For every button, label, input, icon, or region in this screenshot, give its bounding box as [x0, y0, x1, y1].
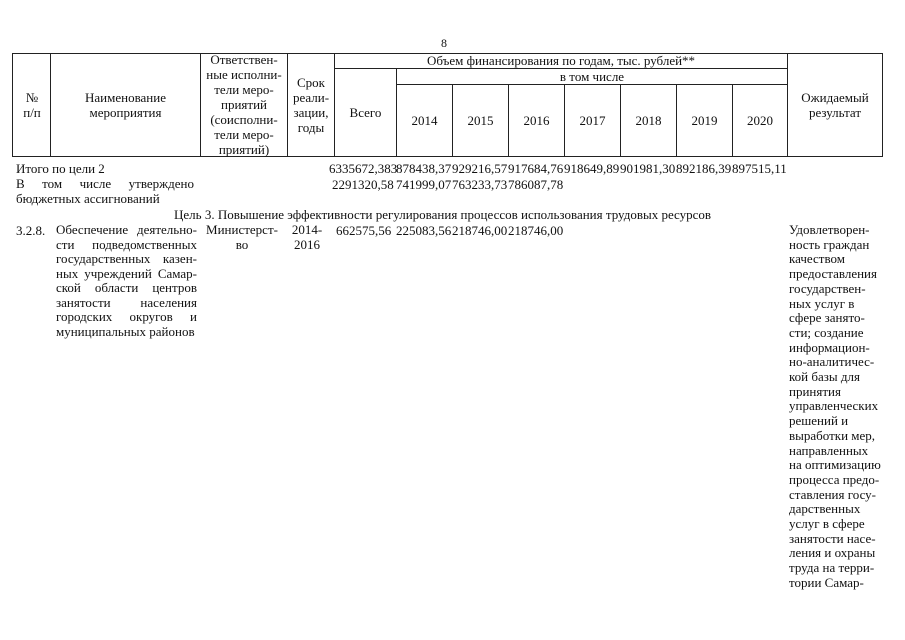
- page-number: 8: [441, 36, 447, 50]
- result-line: сфере занято-: [789, 310, 865, 326]
- item-value: 218746,00: [452, 223, 508, 238]
- header-num-label: № п/п: [23, 89, 41, 120]
- item-number: 3.2.8.: [16, 223, 46, 238]
- goal2-approved-label-line: бюджетных ассигнований: [16, 190, 160, 206]
- header-year: 2014: [411, 113, 438, 128]
- header-name: [51, 53, 200, 156]
- header-funding-label: Объем финансирования по годам, тыс. рублей**: [426, 53, 696, 68]
- goal2-total-value: 918649,89: [564, 161, 620, 176]
- header-responsible-line: тели меро-: [214, 127, 274, 142]
- header-year: 2015: [467, 113, 494, 128]
- header-bottom-border: [12, 156, 883, 157]
- col-border-right: [882, 53, 883, 157]
- result-line: на оптимизацию: [789, 457, 881, 473]
- header-result-label: Ожидаемый результат: [801, 89, 869, 120]
- item-responsible-line: Министерст-: [206, 222, 278, 237]
- header-term-line: Срок: [297, 74, 325, 90]
- header-year: 2018: [635, 113, 662, 128]
- item-name-line: ных учреждений Самар-: [56, 265, 197, 281]
- result-line: ления и охраны: [789, 545, 876, 561]
- header-total: [335, 69, 396, 156]
- col-border-left: [12, 53, 13, 157]
- header-result: [788, 53, 882, 156]
- result-line: качеством: [789, 251, 845, 267]
- item-term: [290, 223, 324, 252]
- result-line: направленных: [789, 442, 869, 458]
- item-name-line: муниципальных районов: [56, 323, 195, 339]
- header-responsible-line: ные исполни-: [206, 67, 282, 82]
- item-name-line: городских округов и: [56, 309, 197, 324]
- goal2-approved-value: 763233,73: [452, 177, 508, 192]
- item-name-line: занятости населения: [56, 294, 197, 310]
- item-name-line: сти подведомственных: [56, 236, 197, 252]
- goal2-total-value: 929216,57: [452, 161, 508, 176]
- goal2-total-value: 901981,30: [620, 161, 676, 176]
- result-line: тории Самар-: [789, 574, 864, 590]
- header-including: [397, 69, 787, 84]
- result-line: решений и: [789, 413, 849, 429]
- header-year: 2020: [747, 113, 773, 128]
- header-term-line: годы: [297, 119, 325, 135]
- result-line: информацион-: [789, 339, 870, 355]
- item-name-line: государственных казен-: [56, 251, 197, 266]
- goal2-approved-value: 741999,07: [396, 177, 452, 192]
- item-responsible: [204, 223, 280, 252]
- result-line: труда на терри-: [789, 560, 875, 576]
- result-line: сти; создание: [789, 324, 864, 340]
- goal2-approved-sum: 2291320,58: [332, 177, 394, 192]
- item-term-line: 2014-: [291, 222, 323, 237]
- header-year: 2017: [579, 113, 606, 128]
- goal2-total-label: Итого по цели 2: [16, 161, 105, 176]
- item-term-line: 2016: [294, 236, 320, 252]
- result-line: государствен-: [789, 280, 866, 296]
- result-line: но-аналитичес-: [789, 354, 875, 370]
- header-responsible: [201, 53, 287, 156]
- header-responsible-line: тели меро-: [214, 82, 274, 97]
- header-year: 2016: [523, 113, 550, 128]
- goal2-total-sum: 6335672,383: [329, 161, 398, 176]
- result-line: Удовлетворен-: [789, 222, 870, 237]
- result-line: услуг в сфере: [789, 516, 865, 532]
- item-responsible-line: во: [235, 236, 249, 252]
- result-line: ных услуг в: [789, 295, 855, 311]
- item-expected-result: [789, 223, 884, 591]
- header-year: 2019: [691, 113, 718, 128]
- header-num: [14, 53, 50, 156]
- goal2-total-value: 917684,76: [508, 161, 564, 176]
- header-term-line: реали-: [292, 89, 330, 105]
- goal2-total-value: 878438,37: [396, 161, 452, 176]
- item-value: 225083,56: [396, 223, 452, 238]
- item-name: [56, 223, 197, 339]
- item-value: 218746,00: [508, 223, 564, 238]
- header-funding: [335, 53, 787, 68]
- item-name-line: Обеспечение деятельно-: [56, 222, 197, 237]
- result-line: предоставления: [789, 266, 877, 282]
- item-total: 662575,56: [336, 223, 392, 238]
- goal3-title: Цель 3. Повышение эффективности регулирования процессов использования трудовых ресурсов: [174, 207, 712, 222]
- result-line: занятости насе-: [789, 530, 876, 546]
- result-line: выработки мер,: [789, 427, 876, 443]
- table-header: [12, 53, 883, 157]
- goal2-approved-value: 786087,78: [508, 177, 564, 192]
- header-total-label: Всего: [349, 105, 382, 120]
- header-name-label: Наименование мероприятия: [85, 89, 166, 120]
- goal2-approved-label-line: В том числе утверждено: [16, 176, 194, 191]
- goal2-approved-label: [16, 177, 194, 206]
- goal2-total-value: 897515,11: [732, 161, 787, 176]
- result-line: процесса предо-: [789, 471, 880, 487]
- header-responsible-line: Ответствен-: [210, 52, 278, 67]
- header-responsible-line: приятий: [221, 97, 267, 112]
- result-line: принятия: [789, 383, 841, 399]
- result-line: кой базы для: [789, 369, 860, 385]
- result-line: ность граждан: [789, 236, 870, 252]
- header-term-line: зации,: [293, 104, 329, 120]
- result-line: управленческих: [789, 398, 879, 414]
- result-line: ставления госу-: [789, 486, 877, 502]
- header-term: [288, 53, 334, 156]
- goal2-total-value: 892186,39: [676, 161, 732, 176]
- result-line: дарственных: [789, 501, 861, 517]
- header-including-label: в том числе: [559, 69, 625, 84]
- header-responsible-line: (соисполни-: [210, 112, 278, 127]
- item-name-line: ской области центров: [56, 280, 197, 295]
- header-responsible-line: приятий): [218, 142, 270, 157]
